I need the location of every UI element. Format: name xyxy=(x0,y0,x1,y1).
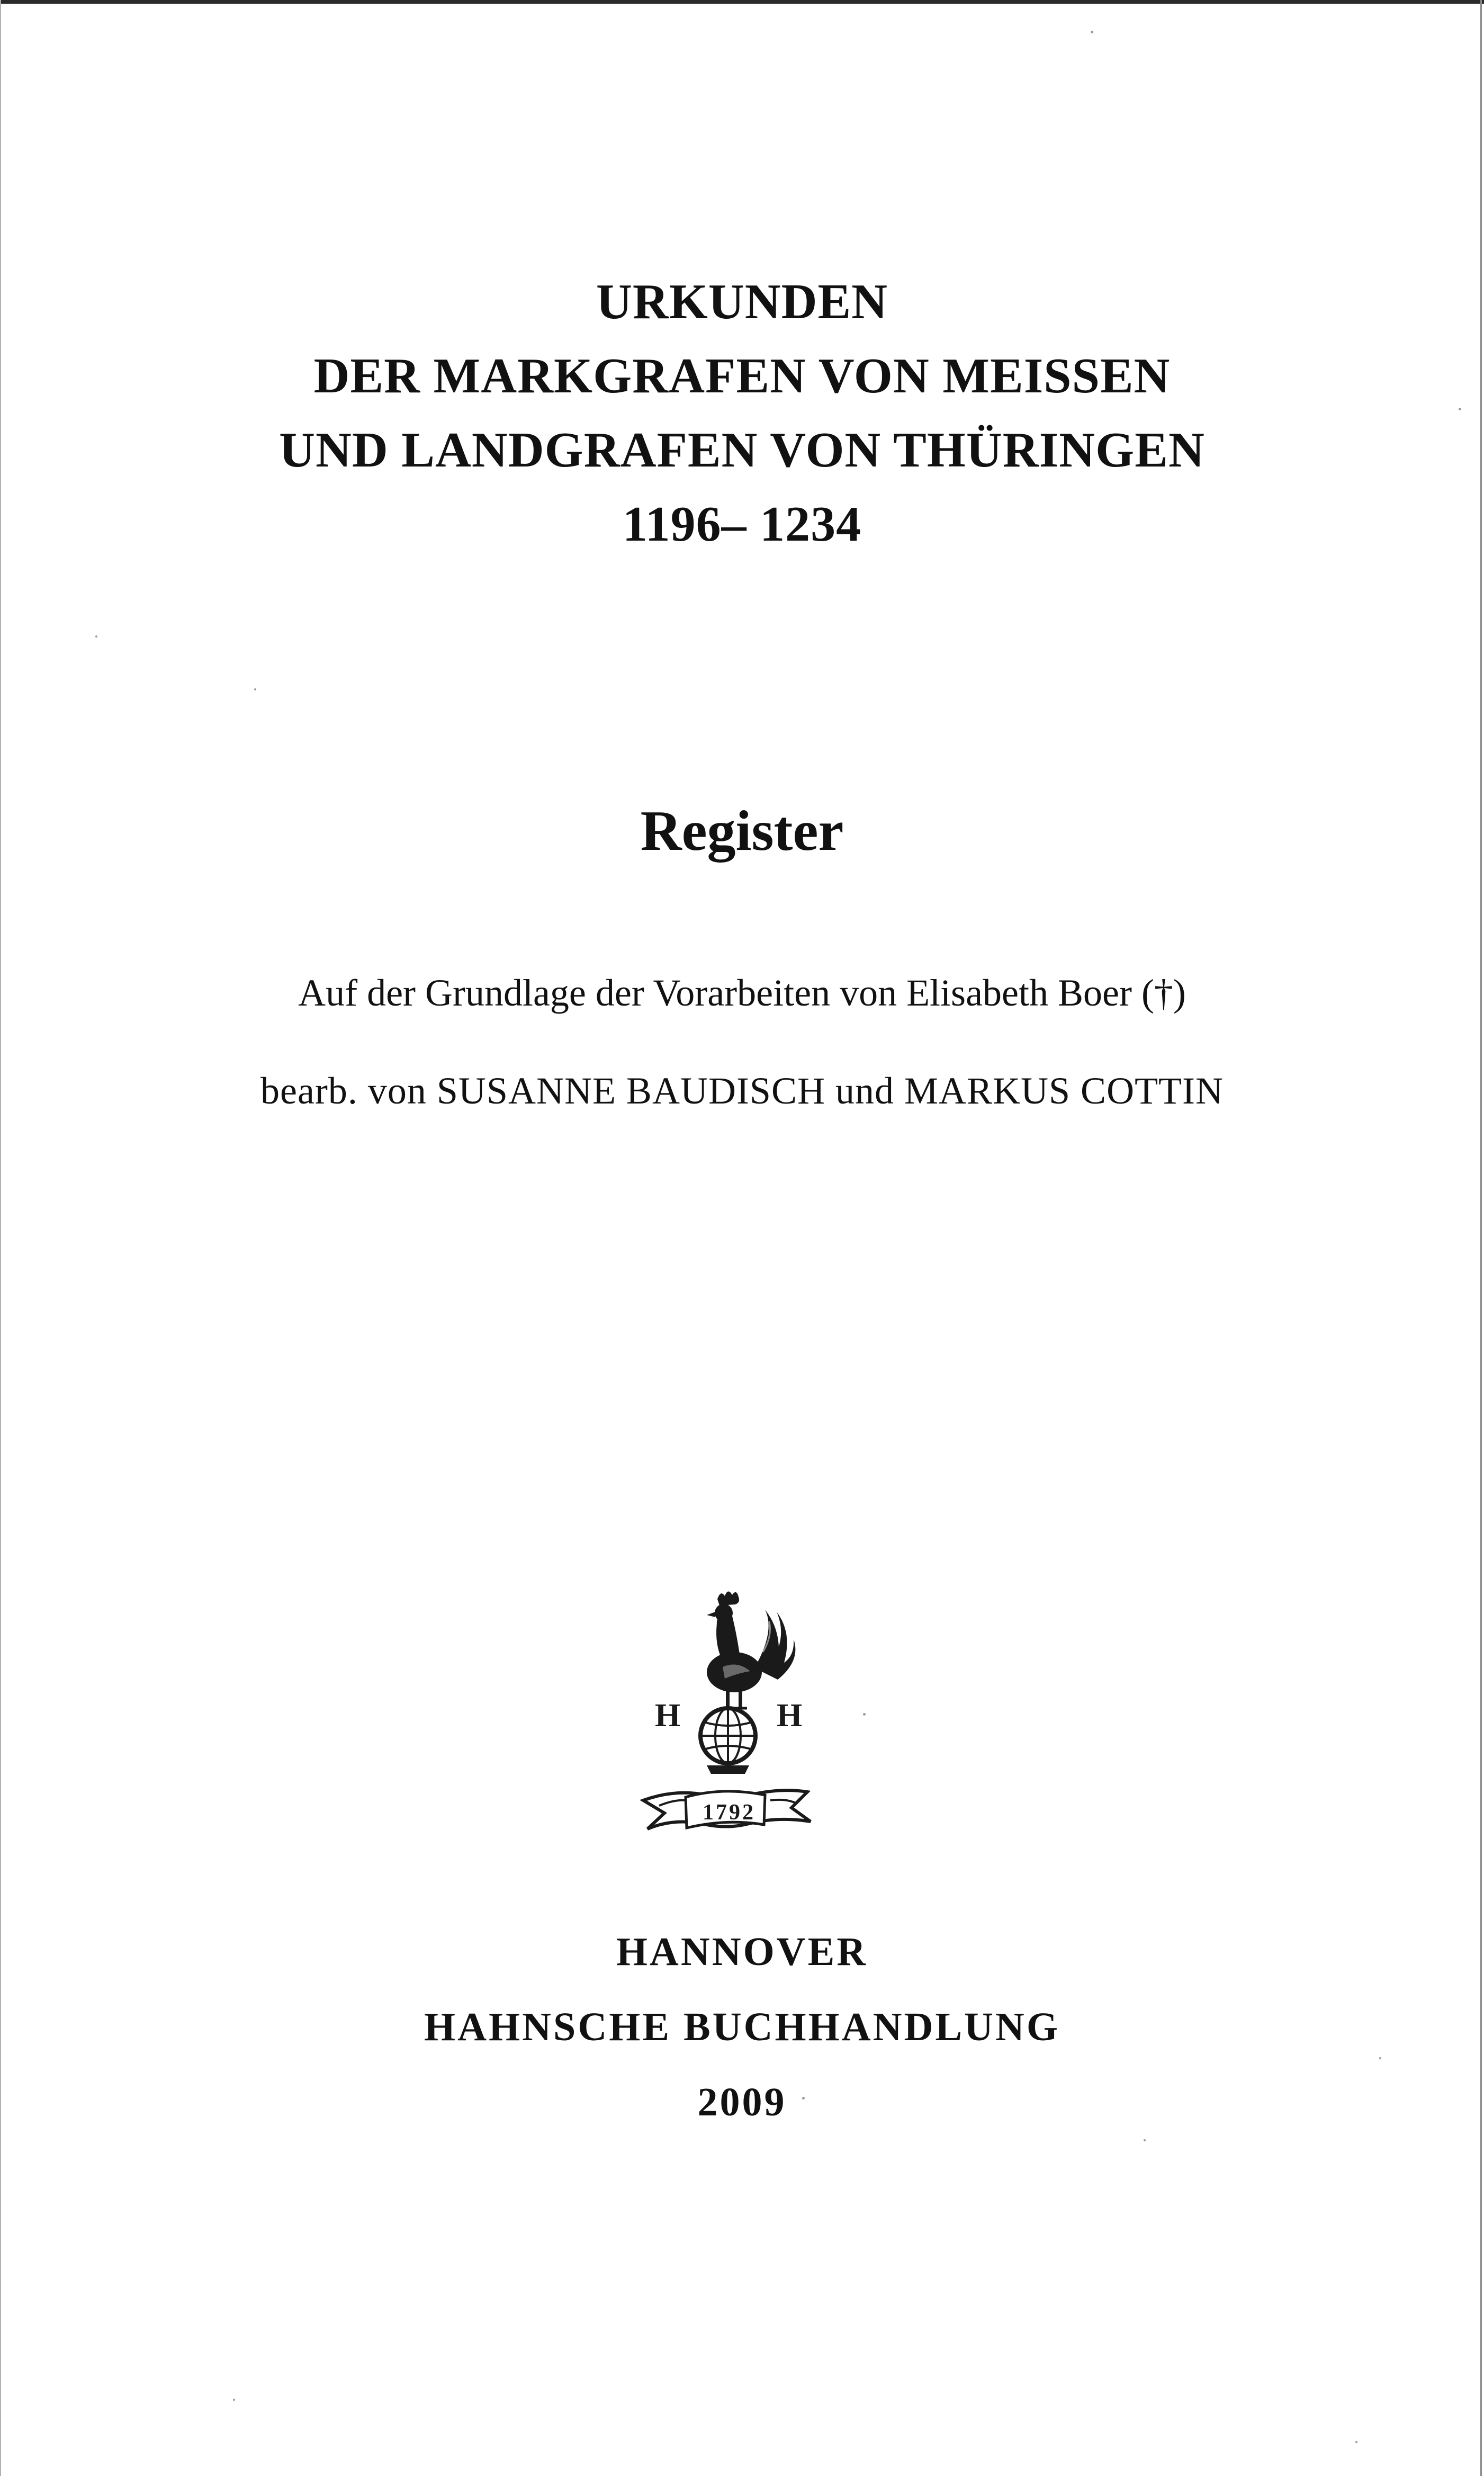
title-line-1: URKUNDEN xyxy=(596,274,888,329)
title-years: 1196– 1234 xyxy=(622,497,862,552)
top-edge-rule xyxy=(0,0,1484,4)
imprint-publisher: HAHNSCHE BUCHHANDLUNG xyxy=(424,2005,1060,2049)
imprint-year: 2009 xyxy=(697,2080,787,2124)
scan-speck xyxy=(1144,2139,1146,2141)
scan-speck xyxy=(1459,408,1461,410)
scan-speck xyxy=(863,1713,866,1716)
book-title xyxy=(0,265,1484,561)
publisher-logo xyxy=(638,1578,813,1853)
imprint-city: HANNOVER xyxy=(616,1930,868,1974)
scan-speck xyxy=(233,2399,235,2401)
imprint xyxy=(0,1914,1484,2140)
logo-letter-left: H xyxy=(655,1698,681,1734)
basis-note: Auf der Grundlage der Vorarbeiten von Elisabeth Boer (†) xyxy=(298,972,1186,1014)
scan-speck xyxy=(254,688,256,690)
title-line-2: DER MARKGRAFEN VON MEISSEN xyxy=(313,348,1171,403)
scan-speck xyxy=(1379,2057,1381,2059)
scan-speck xyxy=(95,635,97,638)
editors-line: bearb. von SUSANNE BAUDISCH und MARKUS COTTIN xyxy=(260,1070,1224,1112)
volume-subtitle: Register xyxy=(640,800,844,863)
scan-speck xyxy=(1091,31,1093,33)
scan-speck xyxy=(1355,2441,1357,2443)
logo-year: 1792 xyxy=(703,1800,756,1825)
scan-speck xyxy=(802,2097,805,2100)
title-line-3: UND LANDGRAFEN VON THÜRINGEN xyxy=(279,423,1205,478)
logo-letter-right: H xyxy=(777,1698,803,1734)
